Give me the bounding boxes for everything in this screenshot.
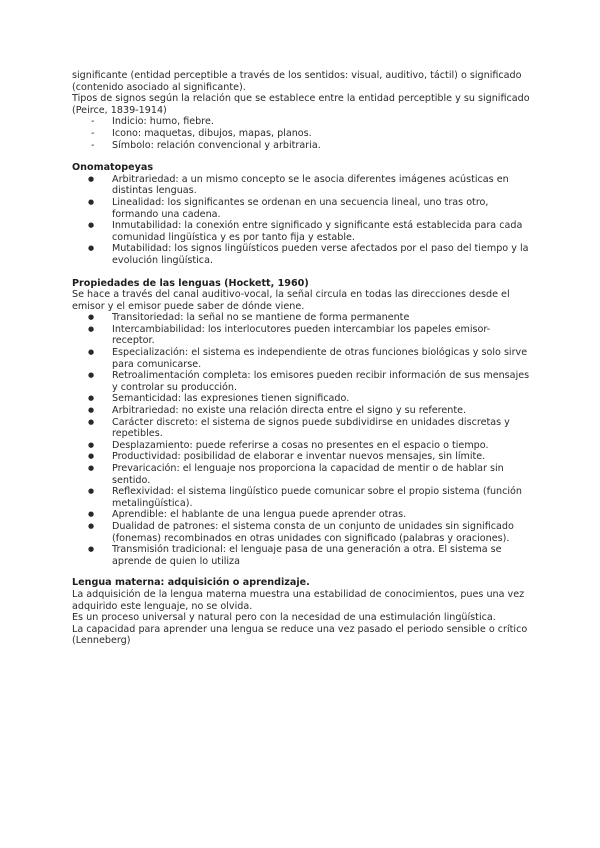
list-item: ● Aprendible: el hablante de una lengua puede aprender otras.	[72, 509, 532, 521]
list-item: ● Arbitrariedad: a un mismo concepto se le asocia diferentes imágenes acústicas en distintas lenguas.	[72, 174, 532, 197]
list-item: ● Arbitrariedad: no existe una relación directa entre el signo y su referente.	[72, 405, 532, 417]
list-item: ● Retroalimentación completa: los emisores pueden recibir información de sus mensajes y controlar su producción.	[72, 370, 532, 393]
list-item: ● Intercambiabilidad: los interlocutores pueden intercambiar los papeles emisor-receptor.	[72, 324, 532, 347]
list-item: ● Linealidad: los significantes se ordenan en una secuencia lineal, uno tras otro, formando una cadena.	[72, 197, 532, 220]
list-item: ● Productividad: posibilidad de elaborar e inventar nuevos mensajes, sin límite.	[72, 451, 532, 463]
list-item: ● Dualidad de patrones: el sistema consta de un conjunto de unidades sin significado (fonemas) recombinados en otras unidades con significado (palabras y oraciones).	[72, 521, 532, 544]
intro-paragraph: Tipos de signos según la relación que se establece entre la entidad perceptible y su significado (Peirce, 1839-1914)	[72, 93, 530, 116]
list-item: ● Desplazamiento: puede referirse a cosas no presentes en el espacio o tiempo.	[72, 440, 532, 452]
list-item: ● Especialización: el sistema es independiente de otras funciones biológicas y solo sirve para comunicarse.	[72, 347, 532, 370]
list-item: ● Transmisión tradicional: el lenguaje pasa de una generación a otra. El sistema se aprende de quien lo utiliza	[72, 544, 532, 567]
propiedades-list	[72, 312, 532, 567]
list-item: ● Carácter discreto: el sistema de signos puede subdividirse en unidades discretas y repetibles.	[72, 417, 532, 440]
list-item: ● Reflexividad: el sistema lingüístico puede comunicar sobre el propio sistema (función metalingüística).	[72, 486, 532, 509]
section-intro: Se hace a través del canal auditivo-vocal, la señal circula en todas las direcciones desde el emisor y el emisor puede saber de dónde viene.	[72, 289, 510, 312]
list-item: ● Inmutabilidad: la conexión entre significado y significante está establecida para cada comunidad lingüística y es por tanto fija y estable.	[72, 220, 532, 243]
paragraph: La adquisición de la lengua materna muestra una estabilidad de conocimientos, pues una vez adquirido este lenguaje, no se olvida.	[72, 588, 525, 612]
onomatopeyas-list	[72, 174, 532, 267]
section-heading: Propiedades de las lenguas (Hockett, 1960)	[72, 277, 309, 289]
list-item: ● Mutabilidad: los signos lingüísticos pueden verse afectados por el paso del tiempo y la evolución lingüística.	[72, 243, 532, 266]
list-item: - Indicio: humo, fiebre.	[72, 116, 532, 128]
section-heading: Lengua materna: adquisición o aprendizaje.	[72, 577, 310, 589]
list-item: ● Prevaricación: el lenguaje nos proporciona la capacidad de mentir o de hablar sin sentido.	[72, 463, 532, 486]
paragraph: Es un proceso universal y natural pero con la necesidad de una estimulación lingüística.	[72, 612, 496, 624]
list-item: ● Transitoriedad: la señal no se mantiene de forma permanente	[72, 312, 532, 324]
document-page	[72, 70, 532, 647]
section-heading: Onomatopeyas	[72, 162, 154, 174]
list-item: ● Semanticidad: las expresiones tienen significado.	[72, 393, 532, 405]
list-item: - Símbolo: relación convencional y arbitraria.	[72, 140, 532, 152]
list-item: - Icono: maquetas, dibujos, mapas, planos.	[72, 128, 532, 140]
intro-paragraph: significante (entidad perceptible a través de los sentidos: visual, auditivo, táctil) o significado (contenido asociado al significante).	[72, 70, 522, 93]
sign-types-list	[72, 116, 532, 151]
paragraph: La capacidad para aprender una lengua se reduce una vez pasado el periodo sensible o crítico (Lenneberg)	[72, 623, 528, 647]
